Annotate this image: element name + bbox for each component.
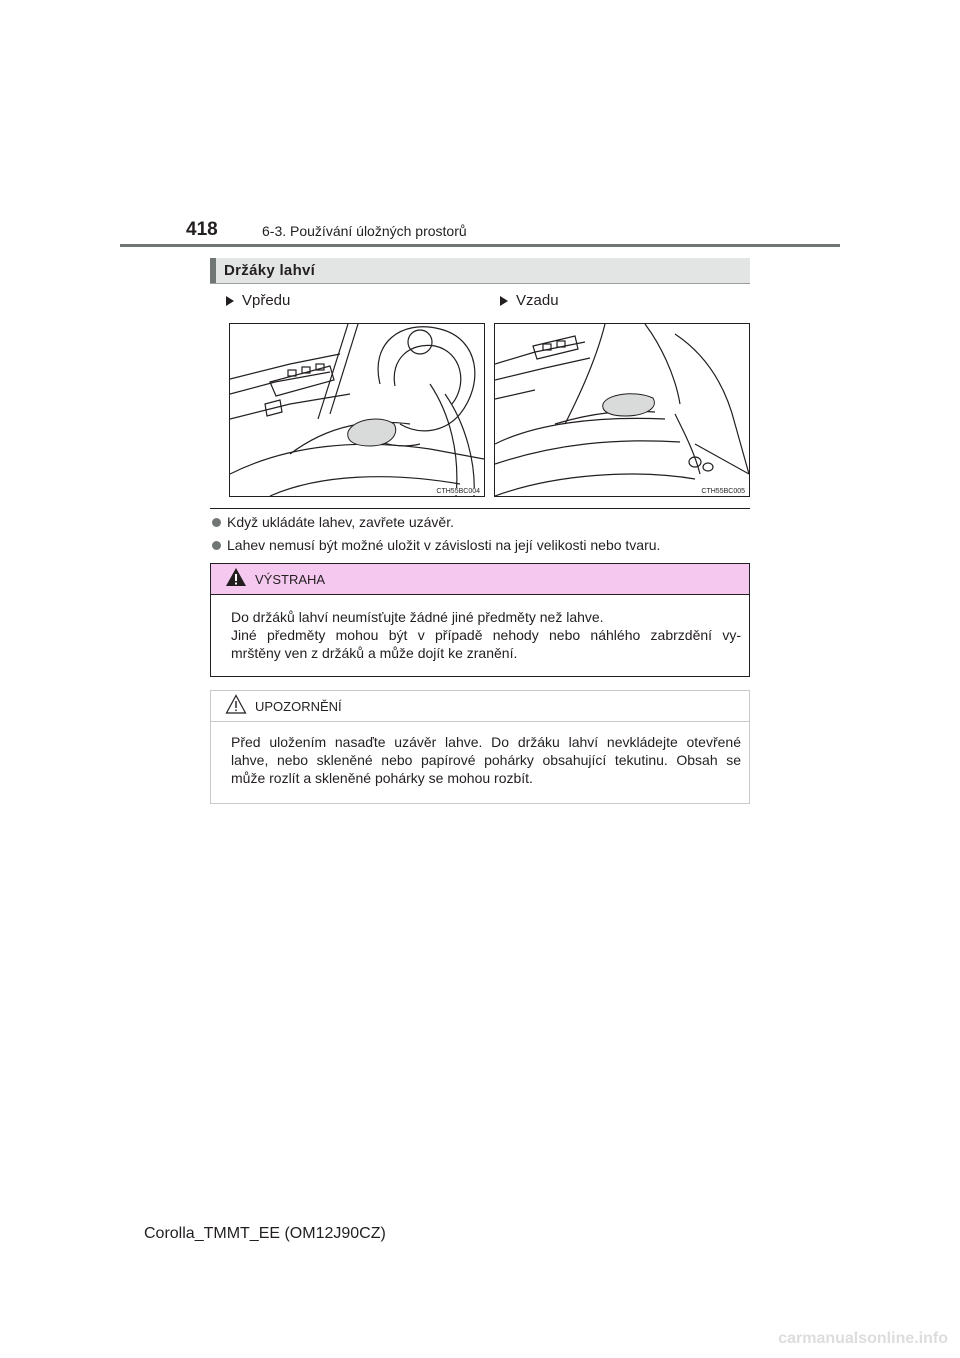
- bullet-item: [212, 514, 454, 530]
- figure-front-bottle-holder: [229, 323, 485, 497]
- caution-box: [210, 690, 750, 804]
- triangle-bullet-icon: [500, 296, 508, 306]
- warning-label: VÝSTRAHA: [255, 572, 326, 587]
- caution-line: Před uložením nasaďte uzávěr lahve. Do držáku lahví nevkládejte otevřené: [231, 734, 741, 750]
- view-label-rear: [500, 292, 559, 309]
- front-bottle-holder: [348, 419, 396, 446]
- bullet-dot-icon: [212, 541, 221, 550]
- view-label-front-text: Vpředu: [242, 292, 291, 309]
- title-accent: [210, 258, 216, 283]
- warning-header: [211, 564, 749, 595]
- view-label-front: [226, 292, 290, 309]
- rear-interior-illustration: [495, 324, 749, 496]
- figure-code-front: CTH55BC004: [436, 488, 480, 495]
- header-rule: [120, 244, 840, 247]
- warning-line: Do držáků lahví neumísťujte žádné jiné předměty než lahve.: [231, 609, 604, 625]
- bullet-dot-icon: [212, 518, 221, 527]
- caution-triangle-icon: [225, 694, 247, 714]
- footer-manual-code: Corolla_TMMT_EE (OM12J90CZ): [144, 1225, 386, 1242]
- page-number: 418: [186, 219, 218, 240]
- warning-line: Jiné předměty mohou být v případě nehody nebo náhlého zabrzdění vy-: [231, 627, 741, 643]
- watermark: carmanualsonline.info: [778, 1330, 948, 1347]
- bullet-item: [212, 537, 660, 553]
- bullet-text: Lahev nemusí být možné uložit v závislosti na její velikosti nebo tvaru.: [227, 537, 661, 553]
- triangle-bullet-icon: [226, 296, 234, 306]
- warning-box: [210, 563, 750, 677]
- caution-line: lahve, nebo skleněné nebo papírové pohárky obsahující tekutinu. Obsah se: [231, 752, 741, 768]
- caution-label: UPOZORNĚNÍ: [255, 699, 342, 714]
- section-label: 6-3. Používání úložných prostorů: [262, 223, 467, 239]
- caution-line: může rozlít a skleněné pohárky se mohou rozbít.: [231, 770, 533, 786]
- front-interior-illustration: [230, 324, 484, 496]
- view-label-rear-text: Vzadu: [516, 292, 559, 309]
- figure-rear-bottle-holder: [494, 323, 750, 497]
- section-title: Držáky lahví: [224, 262, 316, 279]
- warning-triangle-icon: [225, 567, 247, 587]
- rear-bottle-holder: [603, 394, 655, 416]
- section-title-bar: [210, 258, 750, 284]
- bullet-text: Když ukládáte lahev, zavřete uzávěr.: [227, 514, 454, 530]
- caution-header: [211, 691, 749, 722]
- figure-code-rear: CTH55BC005: [701, 488, 745, 495]
- warning-line: mrštěny ven z držáků a může dojít ke zranění.: [231, 645, 518, 661]
- section-divider: [210, 508, 750, 509]
